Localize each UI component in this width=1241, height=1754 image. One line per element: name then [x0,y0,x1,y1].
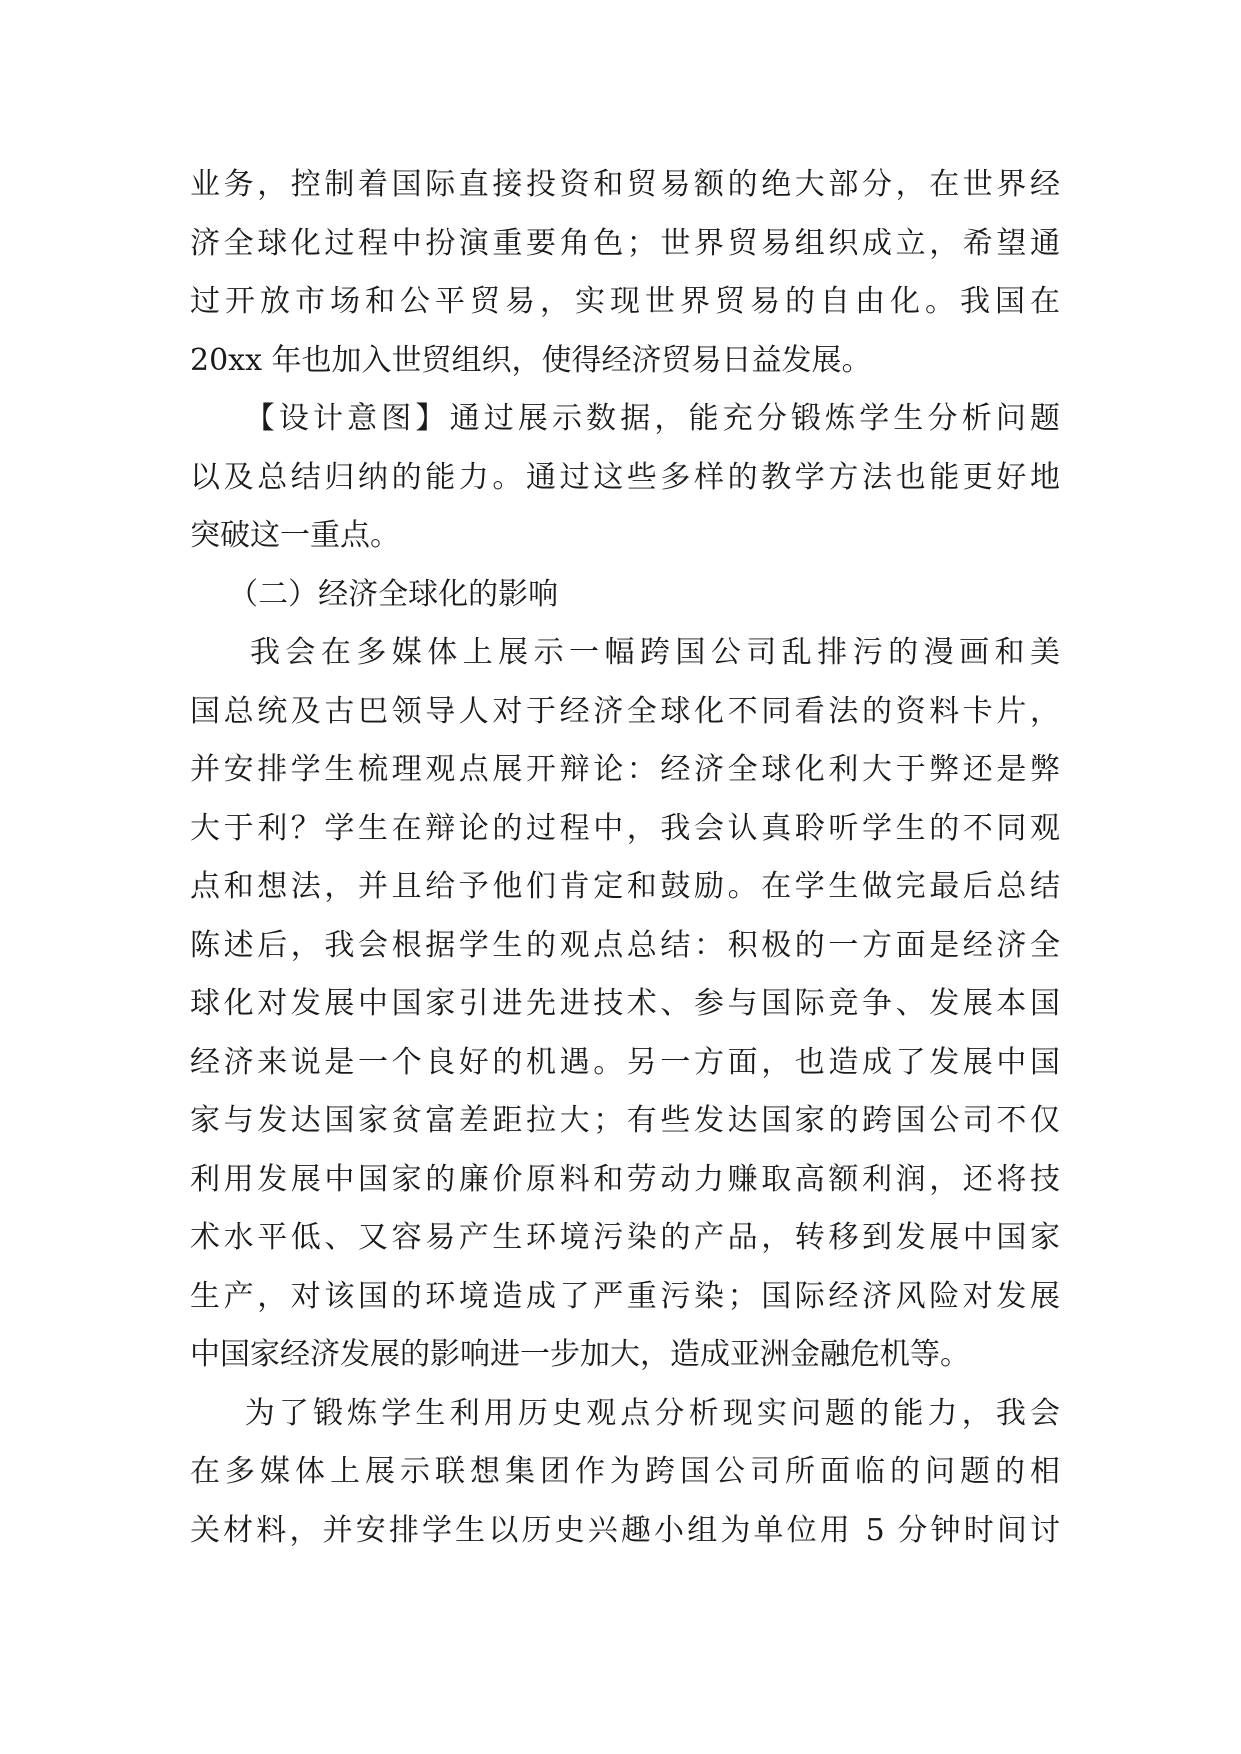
text-line: 家与发达国家贫富差距拉大；有些发达国家的跨国公司不仅 [190,1103,1060,1138]
text-line: 过开放市场和公平贸易，实现世界贸易的自由化。我国在 [190,284,1060,319]
text-line: 生产，对该国的环境造成了严重污染；国际经济风险对发展 [190,1278,1060,1314]
text-line: 在多媒体上展示联想集团作为跨国公司所面临的问题的相 [190,1454,1060,1489]
text-line: （二）经济全球化的影响 [190,576,559,612]
text-line: 【设计意图】通过展示数据，能充分锻炼学生分析问题 [190,401,1060,436]
text-line: 点和想法，并且给予他们肯定和鼓励。在学生做完最后总结 [190,869,1060,904]
text-line: 球化对发展中国家引进先进技术、参与国际竞争、发展本国 [190,986,1060,1021]
text-line: 我会在多媒体上展示一幅跨国公司乱排污的漫画和美 [190,635,1060,670]
text-line: 国总统及古巴领导人对于经济全球化不同看法的资料卡片， [190,693,1060,729]
text-line: 20xx 年也加入世贸组织，使得经济贸易日益发展。 [190,342,872,378]
text-line: 陈述后，我会根据学生的观点总结：积极的一方面是经济全 [190,927,1060,963]
text-line: 为了锻炼学生利用历史观点分析现实问题的能力，我会 [190,1395,1060,1431]
text-line: 大于利？学生在辩论的过程中，我会认真聆听学生的不同观 [190,810,1060,846]
text-line: 业务，控制着国际直接投资和贸易额的绝大部分，在世界经 [190,167,1060,202]
text-line: 突破这一重点。 [190,518,400,553]
text-line: 中国家经济发展的影响进一步加大，造成亚洲金融危机等。 [190,1337,970,1372]
text-line: 术水平低、又容易产生环境污染的产品，转移到发展中国家 [190,1220,1060,1255]
text-line: 经济来说是一个良好的机遇。另一方面，也造成了发展中国 [190,1044,1060,1080]
text-line: 关材料，并安排学生以历史兴趣小组为单位用 5 分钟时间讨 [190,1512,1060,1548]
body-text [190,156,1060,1560]
text-line: 以及总结归纳的能力。通过这些多样的教学方法也能更好地 [190,459,1060,495]
text-line: 济全球化过程中扮演重要角色；世界贸易组织成立，希望通 [190,225,1060,261]
text-line: 利用发展中国家的廉价原料和劳动力赚取高额利润，还将技 [190,1161,1060,1197]
text-line: 并安排学生梳理观点展开辩论：经济全球化利大于弊还是弊 [190,752,1060,787]
